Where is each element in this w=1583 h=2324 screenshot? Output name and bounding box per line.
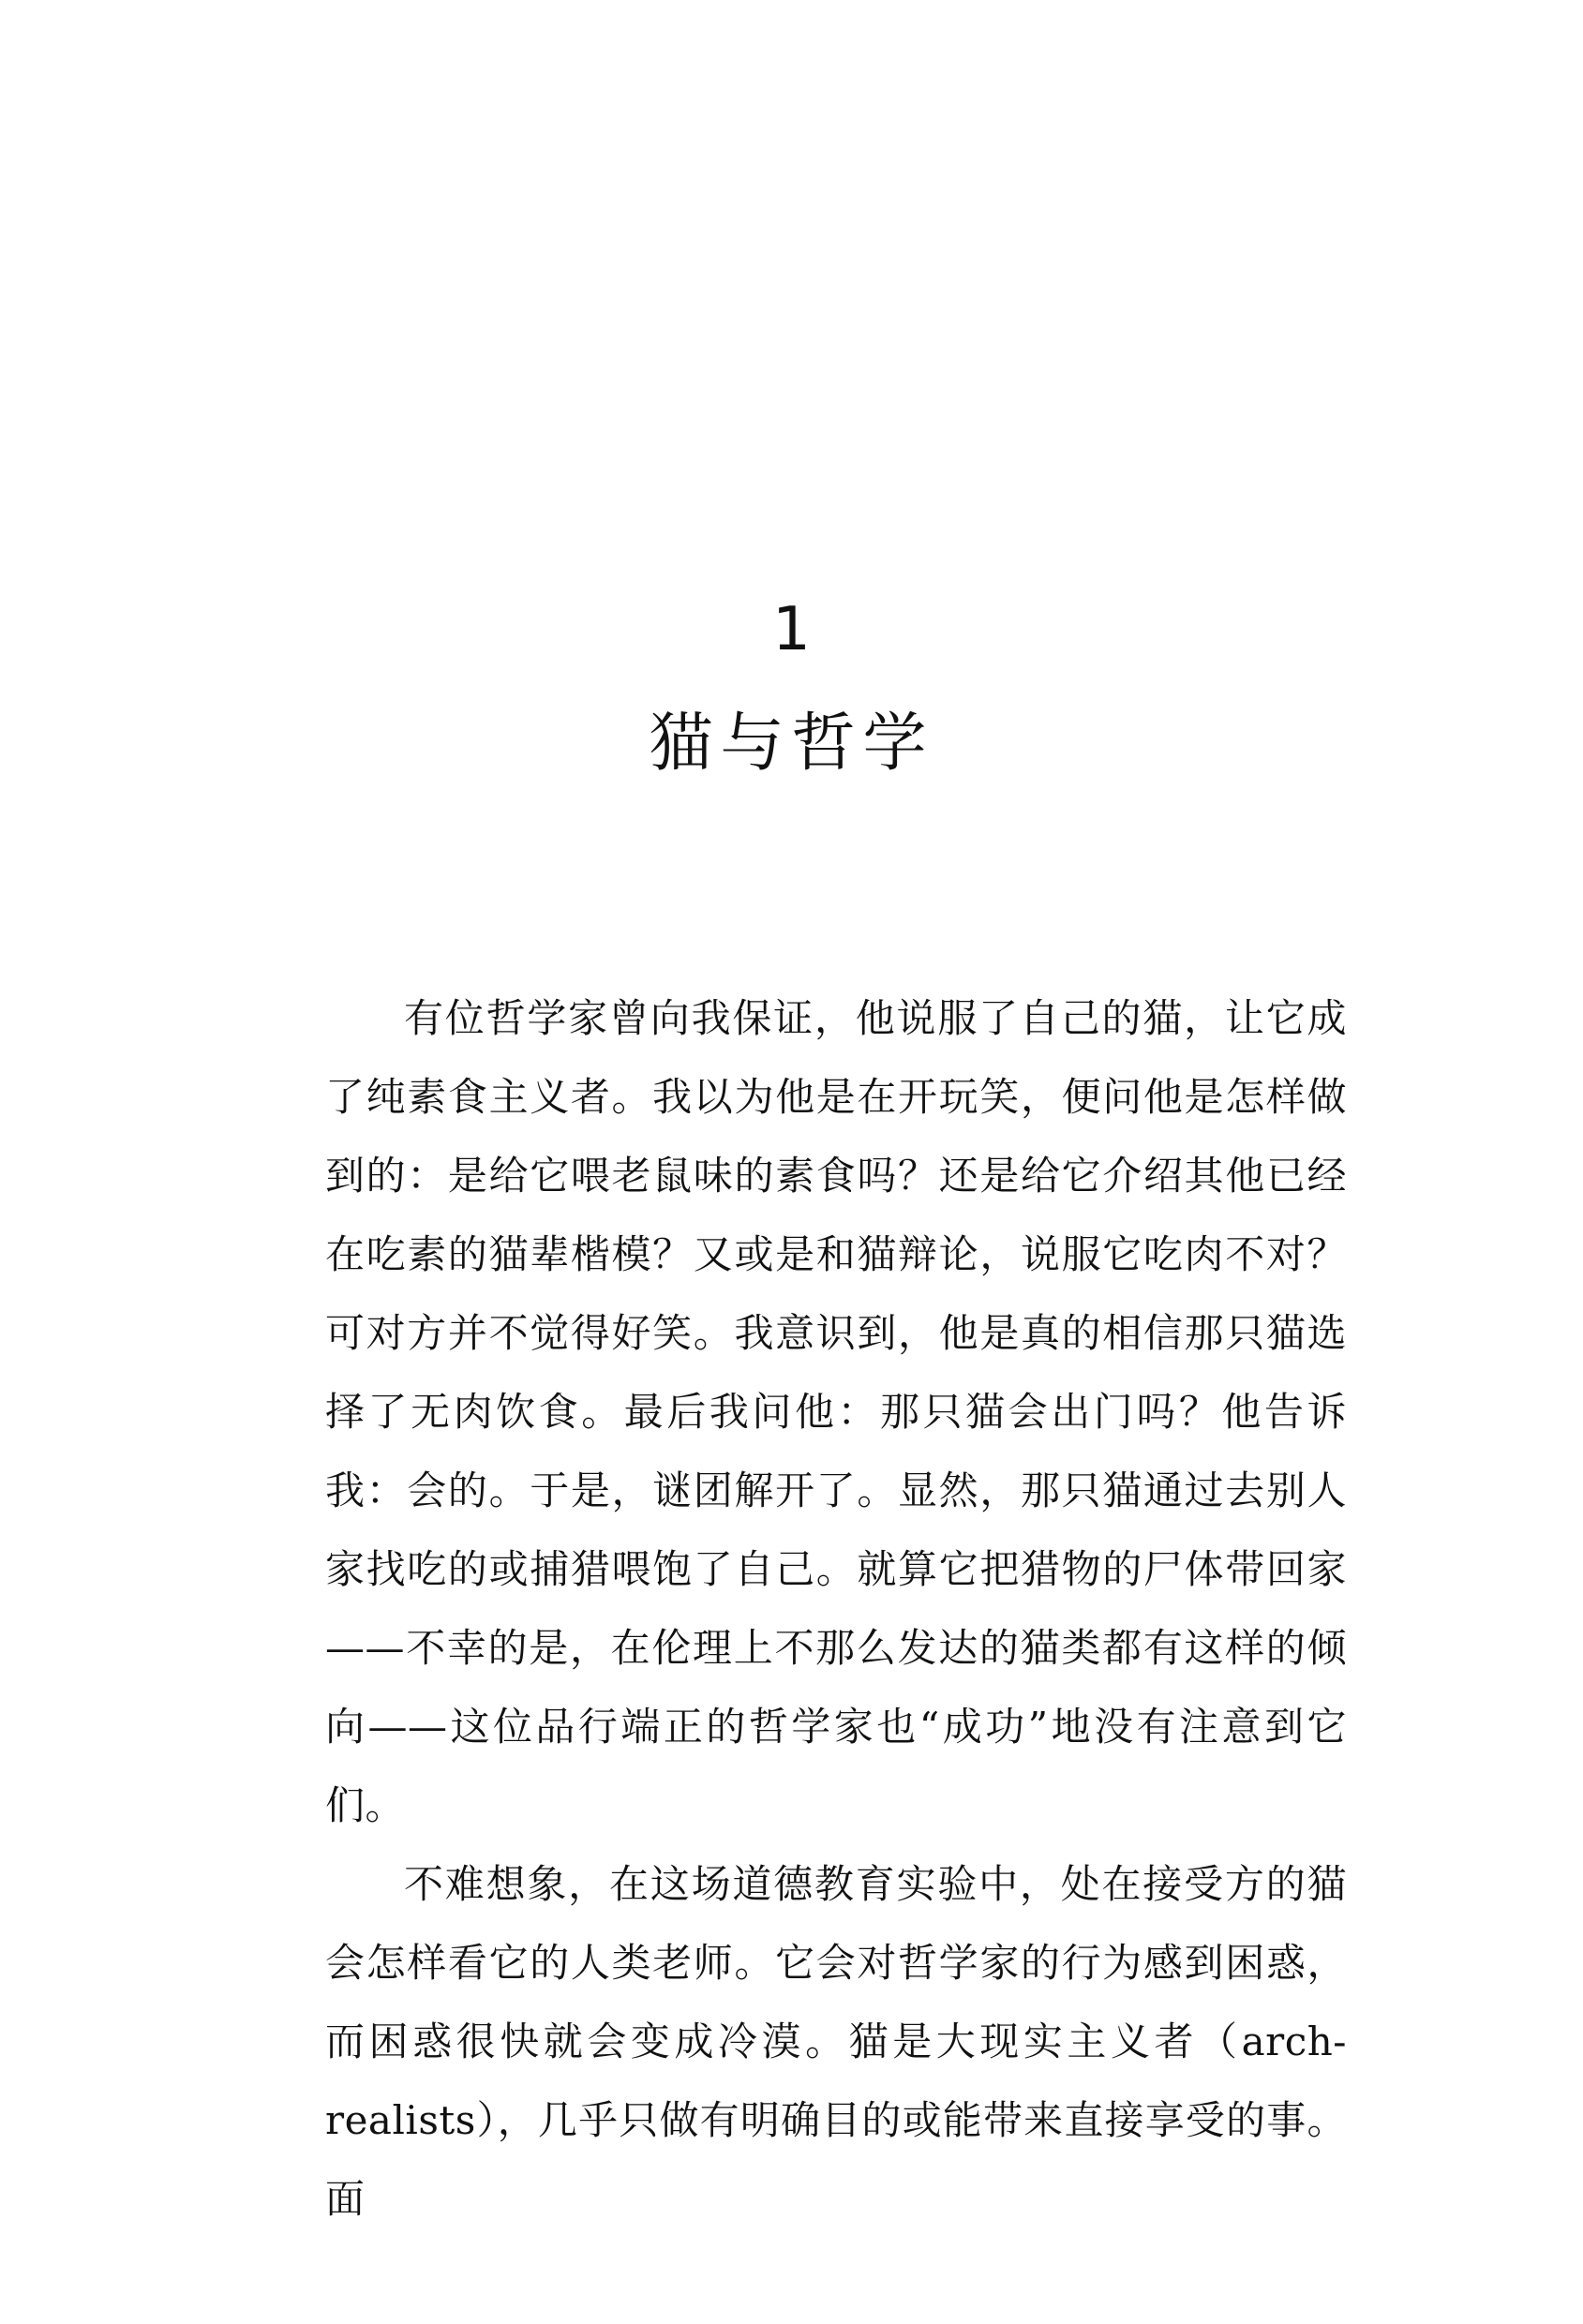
paragraph: 不难想象，在这场道德教育实验中，处在接受方的猫会怎样看它的人类老师。它会对哲学家的行为感到困惑，而困惑很快就会变成冷漠。猫是大现实主义者（arch-realists），几乎只做有明确目的或能带来直接享受的事。面 — [325, 1861, 1347, 2222]
paragraph: 有位哲学家曾向我保证，他说服了自己的猫，让它成了纯素食主义者。我以为他是在开玩笑，便问他是怎样做到的：是给它喂老鼠味的素食吗？还是给它介绍其他已经在吃素的猫辈楷模？又或是和猫辩论，说服它吃肉不对？可对方并不觉得好笑。我意识到，他是真的相信那只猫选择了无肉饮食。最后我问他：那只猫会出门吗？他告诉我：会的。于是，谜团解开了。显然，那只猫通过去别人家找吃的或捕猎喂饱了自己。就算它把猎物的尸体带回家——不幸的是，在伦理上不那么发达的猫类都有这样的倾向——这位品行端正的哲学家也“成功”地没有注意到它们。 — [325, 995, 1347, 1828]
chapter-number: 1 — [772, 595, 811, 664]
chapter-body — [325, 979, 1347, 2239]
chapter-title: 猫与哲学 — [649, 707, 934, 781]
